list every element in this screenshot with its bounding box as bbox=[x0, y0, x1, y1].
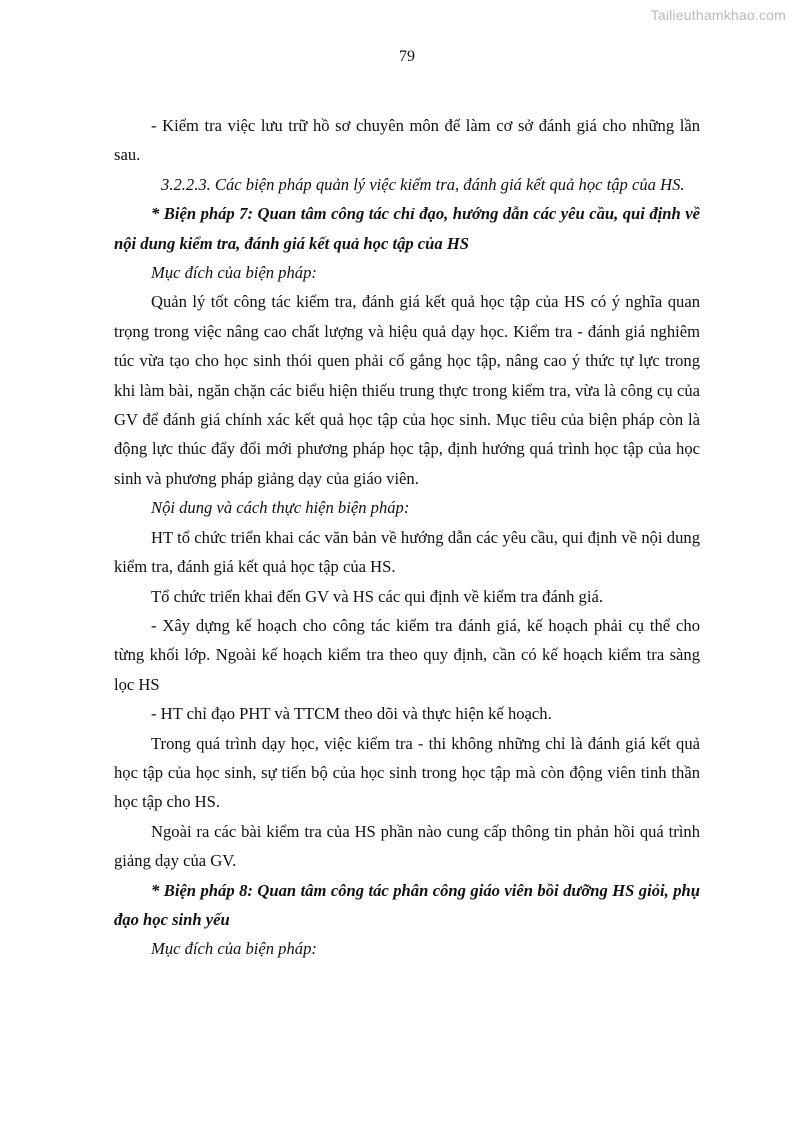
page-number: 79 bbox=[399, 48, 415, 65]
document-body bbox=[114, 111, 700, 964]
content-method-label: Nội dung và cách thực hiện biện pháp: bbox=[151, 498, 410, 518]
section-heading-3-2-2-3: 3.2.2.3. Các biện pháp quản lý việc kiểm tra, đánh giá kết quả học tập của HS. bbox=[161, 174, 685, 194]
paragraph-plan: - Xây dựng kế hoạch cho công tác kiểm tra đánh giá, kế hoạch phải cụ thể cho từng khối lớp. Ngoài kế hoạch kiểm tra theo quy định, cần có kế hoạch kiểm tra sàng lọc HS bbox=[114, 615, 700, 694]
purpose-label-2: Mục đích của biện pháp: bbox=[151, 939, 317, 959]
measure-8-heading: * Biện pháp 8: Quan tâm công tác phân công giáo viên bồi dưỡng HS giỏi, phụ đạo học sinh yếu bbox=[114, 880, 700, 929]
paragraph-teaching-process: Trong quá trình dạy học, việc kiểm tra - thi không những chỉ là đánh giá kết quả học tập của học sinh, sự tiến bộ của học sinh trong học tập mà còn động viên tinh thần học tập cho HS. bbox=[114, 733, 700, 812]
paragraph-direct: - HT chỉ đạo PHT và TTCM theo dõi và thực hiện kế hoạch. bbox=[151, 704, 552, 724]
measure-7-heading: * Biện pháp 7: Quan tâm công tác chỉ đạo, hướng dẫn các yêu cầu, qui định về nội dung kiểm tra, đánh giá kết quả học tập của HS bbox=[114, 204, 700, 253]
watermark: Tailieuthamkhao.com bbox=[650, 7, 786, 23]
paragraph-deploy: Tổ chức triển khai đến GV và HS các qui định về kiểm tra đánh giá. bbox=[151, 586, 603, 606]
purpose-label: Mục đích của biện pháp: bbox=[151, 263, 317, 283]
paragraph-purpose: Quản lý tốt công tác kiểm tra, đánh giá kết quả học tập của HS có ý nghĩa quan trọng trong việc nâng cao chất lượng và hiệu quả dạy học. Kiểm tra - đánh giá nghiêm túc vừa tạo cho học sinh thói quen phải cố gắng học tập, nâng cao ý thức tự lực trong khi làm bài, ngăn chặn các biểu hiện thiếu trung thực trong kiểm tra, vừa là công cụ của GV để đánh giá chính xác kết quả học tập của học sinh. Mục tiêu của biện pháp còn là động lực thúc đẩy đổi mới phương pháp học tập, định hướng quá trình học tập của học sinh và phương pháp giảng dạy của giáo viên. bbox=[114, 292, 700, 488]
paragraph-ht-organize: HT tổ chức triển khai các văn bản về hướng dẫn các yêu cầu, qui định về nội dung kiểm tra, đánh giá kết quả học tập của HS. bbox=[114, 527, 700, 577]
paragraph-feedback: Ngoài ra các bài kiểm tra của HS phần nào cung cấp thông tin phản hồi quá trình giảng dạy của GV. bbox=[114, 821, 700, 871]
paragraph-archive-check: - Kiểm tra việc lưu trữ hồ sơ chuyên môn để làm cơ sở đánh giá cho những lần sau. bbox=[114, 116, 700, 165]
